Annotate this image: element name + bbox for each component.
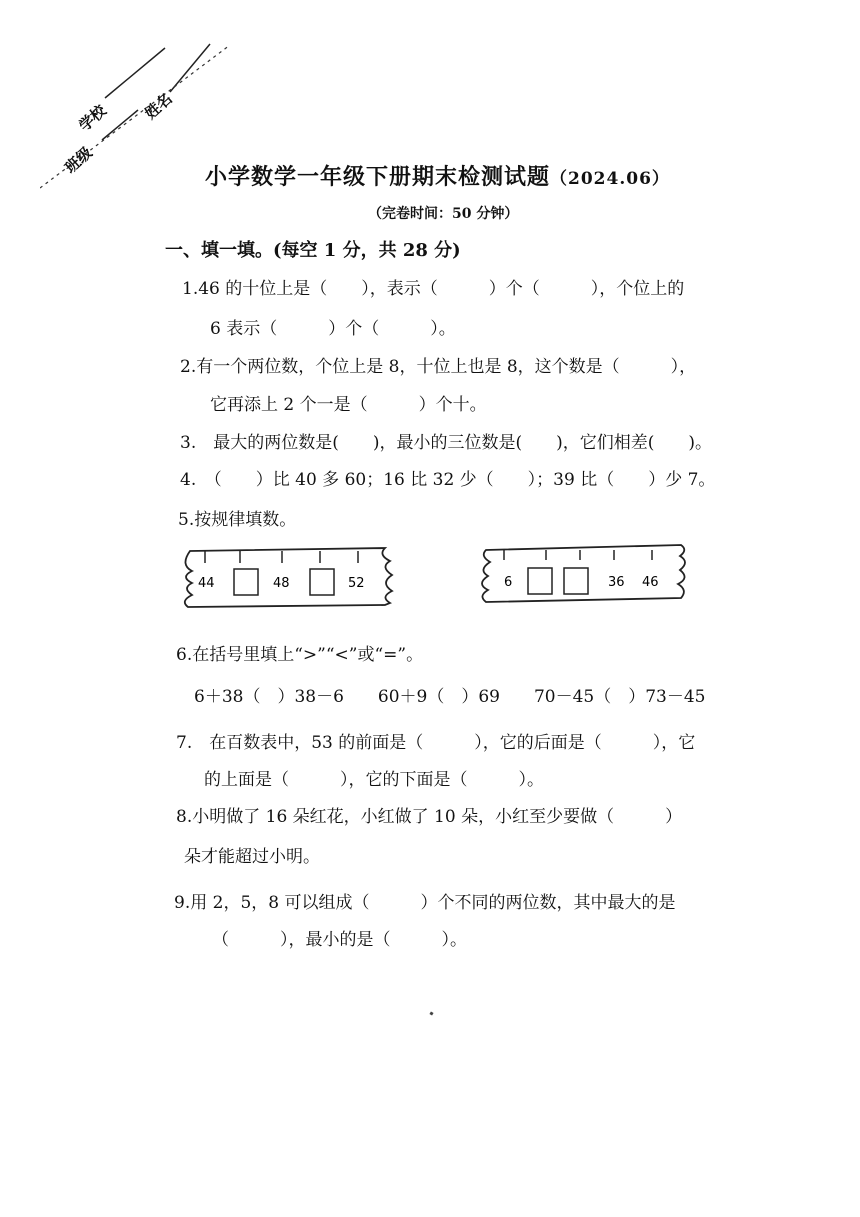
header-lines — [40, 30, 240, 230]
q7-line1: 7. 在百数表中，53 的前面是（ ），它的后面是（ ），它 — [176, 733, 696, 753]
title-year: （2024.06） — [550, 169, 670, 189]
q2-line2: 它再添上 2 个一是（ ）个十。 — [210, 395, 487, 415]
q5: 5.按规律填数。 — [178, 510, 297, 530]
q9-line2: （ ），最小的是（ ）。 — [212, 930, 467, 950]
q7-line2: 的上面是（ ），它的下面是（ ）。 — [204, 770, 544, 790]
q8-line1: 8.小明做了 16 朵红花，小红做了 10 朵，小红至少要做（ ） — [176, 807, 683, 827]
ruler-right-box-2 — [564, 568, 588, 594]
ruler-left-val-2: 52 — [348, 576, 365, 591]
ruler-left-box-1 — [234, 569, 258, 595]
q6-items: 6＋38（ ）38－6 60＋9（ ）69 70－45（ ）73－45 — [194, 687, 706, 707]
page-title — [205, 160, 670, 191]
q4: 4. （ ）比 40 多 60；16 比 32 少（ ）；39 比（ ）少 7。 — [180, 470, 716, 490]
ruler-right-box-1 — [528, 568, 552, 594]
school-label: 学校 — [75, 101, 110, 135]
ruler-left-val-0: 44 — [198, 576, 215, 591]
ruler-right — [476, 540, 696, 610]
section-heading: 一、填一填。(每空 1 分，共 28 分) — [165, 240, 461, 261]
q8-line2: 朵才能超过小明。 — [184, 847, 320, 867]
ruler-left — [180, 543, 400, 613]
ruler-right-val-0: 6 — [504, 575, 513, 590]
name-label: 姓名 — [141, 89, 176, 123]
class-label: 班级 — [61, 143, 96, 177]
q3: 3. 最大的两位数是( )，最小的三位数是( )，它们相差( )。 — [180, 433, 713, 453]
header-corner — [40, 30, 240, 230]
q1-line1: 1.46 的十位上是（ ），表示（ ）个（ ），个位上的 — [182, 279, 685, 299]
ruler-right-val-2: 46 — [642, 575, 659, 590]
ruler-left-box-2 — [310, 569, 334, 595]
title-text: 小学数学一年级下册期末检测试题 — [205, 164, 551, 190]
ruler-left-val-1: 48 — [273, 576, 290, 591]
page-subtitle: （完卷时间：50 分钟） — [368, 206, 519, 222]
q9-line1: 9.用 2，5，8 可以组成（ ）个不同的两位数，其中最大的是 — [174, 893, 676, 913]
q2-line1: 2.有一个两位数，个位上是 8，十位上也是 8，这个数是（ ）， — [180, 357, 697, 377]
ruler-right-val-1: 36 — [608, 575, 625, 590]
stray-mark — [429, 1011, 433, 1015]
q6: 6.在括号里填上“>”“<”或“=”。 — [176, 645, 424, 665]
q1-line2: 6 表示（ ）个（ ）。 — [210, 319, 456, 339]
